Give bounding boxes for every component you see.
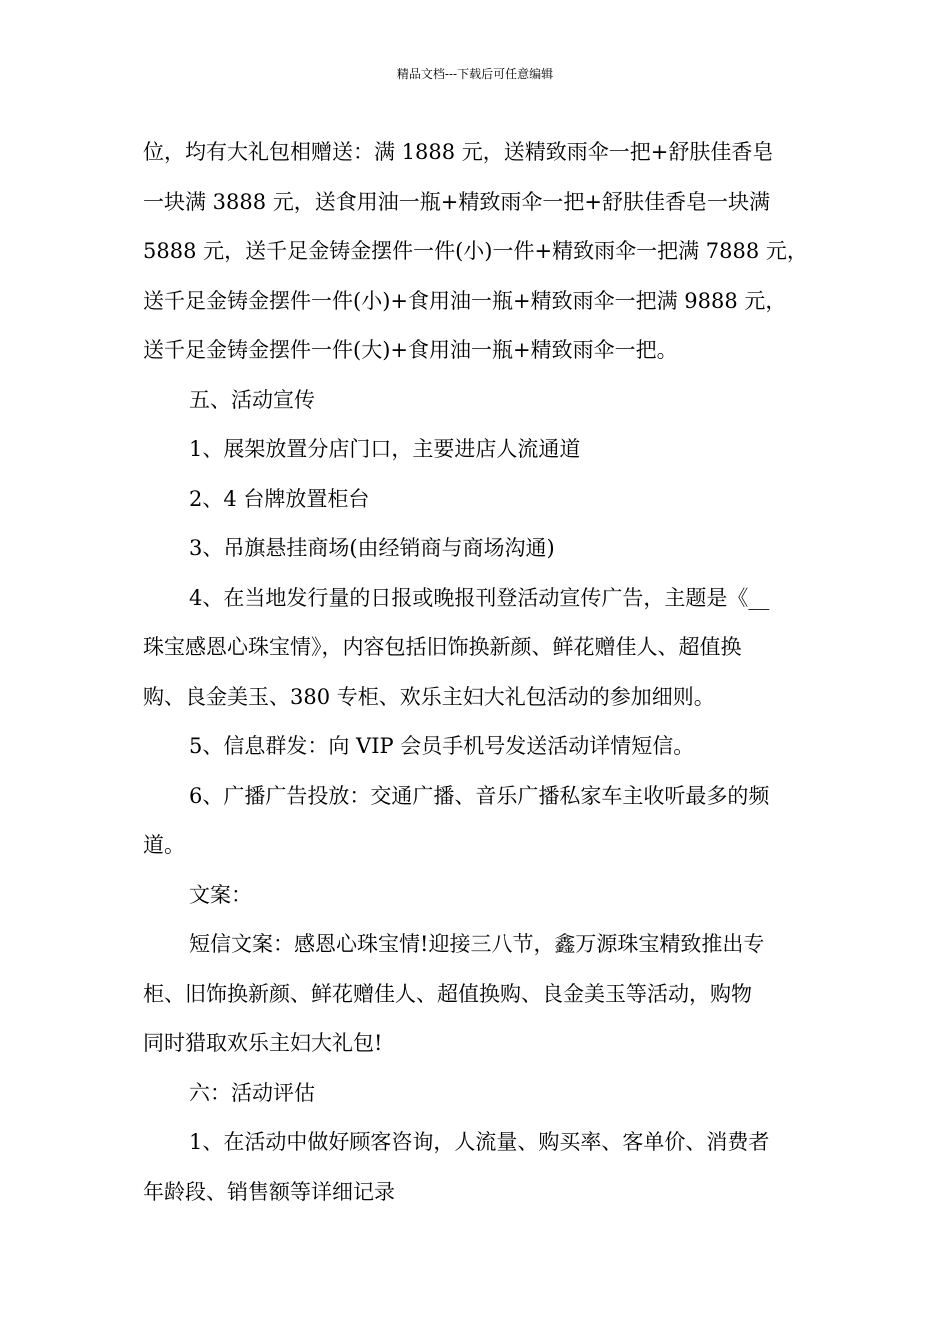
list-item [143,772,825,871]
list-item [143,574,825,723]
text-line: 同时猎取欢乐主妇大礼包! [143,1031,383,1055]
page-header: 精品文档---下载后可任意编辑 [396,67,554,81]
text-line: 文案： [189,882,252,907]
text-line: 短信文案：感恩心珠宝情!迎接三八节，鑫万源珠宝精致推出专 [189,932,765,956]
paragraph-gift-tiers [143,128,825,376]
list-item [143,524,825,574]
heading-text: 六：活动评估 [189,1080,315,1105]
text-line: 5、信息群发：向 VIP 会员手机号发送活动详情短信。 [189,734,695,758]
text-line: 3、吊旗悬挂商场(由经销商与商场沟通) [189,536,555,560]
text-line: 柜、旧饰换新颜、鲜花赠佳人、超值换购、良金美玉等活动，购物 [143,981,752,1006]
text-line: 位，均有大礼包相赠送：满 1888 元，送精致雨伞一把+舒肤佳香皂 [143,140,774,164]
text-line: 6、广播广告投放：交通广播、音乐广播私家车主收听最多的频 [189,783,770,808]
text-line: 送千足金铸金摆件一件(大)+食用油一瓶+精致雨伞一把。 [143,338,678,362]
section-label-copywriting [143,871,825,921]
text-line: 一块满 3888 元，送食用油一瓶+精致雨伞一把+舒肤佳香皂一块满 [143,189,770,214]
text-line: 4、在当地发行量的日报或晚报刊登活动宣传广告，主题是《__ [189,585,770,610]
list-item [143,722,825,772]
text-line: 2、4 台牌放置柜台 [189,486,370,511]
list-item [143,475,825,525]
section-heading-evaluation [143,1069,825,1119]
document-body [143,128,825,1217]
section-heading-promotion [143,376,825,426]
text-line: 送千足金铸金摆件一件(小)+食用油一瓶+精致雨伞一把满 9888 元， [143,288,787,313]
text-line: 购、良金美玉、380 专柜、欢乐主妇大礼包活动的参加细则。 [143,684,715,709]
list-item [143,425,825,475]
heading-text: 五、活动宣传 [189,387,315,412]
text-line: 年龄段、销售额等详细记录 [143,1179,395,1204]
list-item [143,1118,825,1217]
text-line: 1、展架放置分店门口，主要进店人流通道 [189,437,581,461]
paragraph-sms-copy [143,920,825,1069]
text-line: 5888 元，送千足金铸金摆件一件(小)一件+精致雨伞一把满 7888 元， [143,239,808,263]
text-line: 珠宝感恩心珠宝情》，内容包括旧饰换新颜、鲜花赠佳人、超值换 [143,635,742,659]
text-line: 1、在活动中做好顾客咨询，人流量、购买率、客单价、消费者 [189,1130,770,1154]
text-line: 道。 [143,833,185,857]
